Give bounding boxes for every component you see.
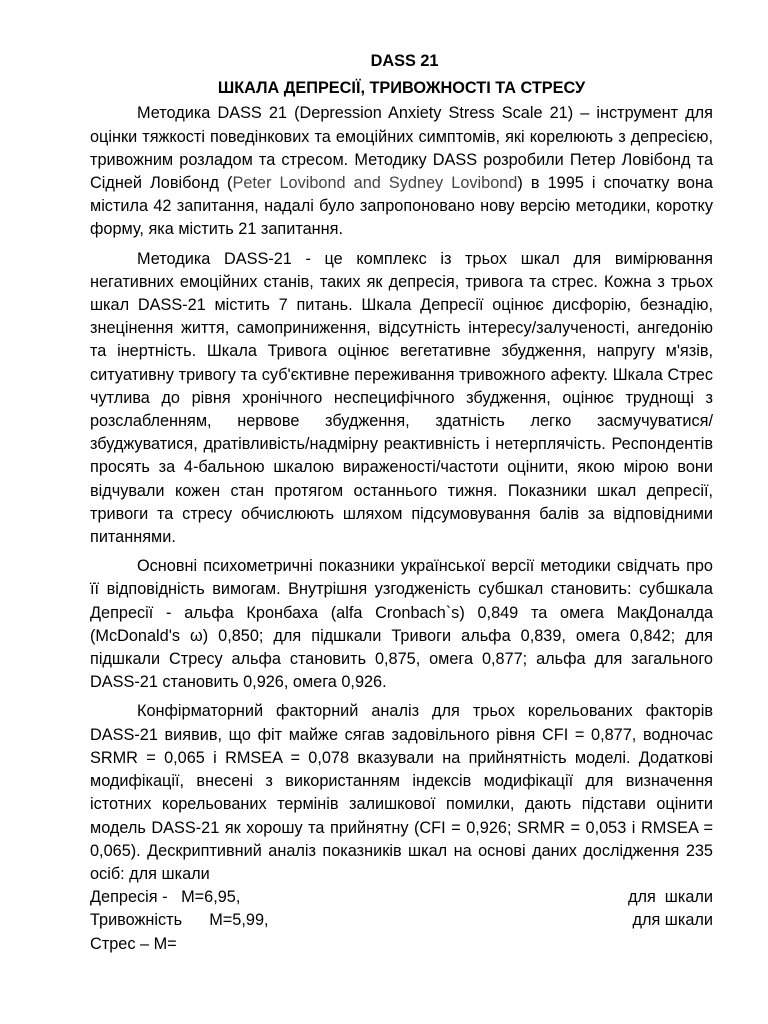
stats-anxiety-next: для шкали bbox=[632, 911, 713, 930]
paragraph-intro bbox=[90, 102, 713, 241]
paragraph-psychometrics: Основні психометричні показники української версії методики свідчать про її відповідність вимогам. Внутрішня узгодженість субшкал становить: субшкала Депресії - альфа Кронбаха (alfa Cronbach`s) 0,849 та омега МакДоналда (McDonald's ω) 0,850; для підшкали Тривоги альфа 0,839, омега 0,842; для підшкали Стресу альфа становить 0,875, омега 0,877; альфа для загального DASS-21 становить 0,926, омега 0,926. bbox=[90, 557, 713, 692]
stats-row-stress bbox=[90, 933, 713, 956]
document-title: DASS 21 bbox=[370, 52, 439, 70]
stats-depression-next: для шкали bbox=[627, 888, 713, 907]
paragraph-scales: Методика DASS-21 - це комплекс із трьох шкал для вимірювання негативних емоційних станів, таких як депресія, тривога та стрес. Кожна з трьох шкал DASS-21 містить 7 питань. Шкала Депресії оцінює дисфорію, безнадію, знецінення життя, самоприниження, відсутність інтересу/залученості, ангедонію та інертність. Шкала Тривога оцінює вегетативне збудження, напругу м'язів, ситуативну тривогу та суб'єктивне переживання тривожного афекту. Шкала Стрес чутлива до рівня хронічного неспецифічного збудження, оцінює труднощі з розслабленням, нервове збудження, здатність легко засмучуватися/збуджуватися, дратівливість/надмірну реактивність і нетерплячість. Респондентів просять за 4-бальною шкалою вираженості/частоти оцінити, якою мірою вони відчували кожен стан протягом останнього тижня. Показники шкал депресії, тривоги та стресу обчислюють шляхом підсумовування балів за відповідними питаннями. bbox=[90, 249, 713, 547]
paragraph-intro-text-a: Методика DASS 21 (Depression Anxiety Stress Scale 21) – інструмент для оцінки тяжкості поведінкових та емоційних симптомів, які корелюють з депресією, тривожним розладом та стресом. Методику DASS розробили Петер Ловібонд та Сідней Ловібонд ( bbox=[90, 104, 713, 193]
stats-row-depression bbox=[90, 886, 713, 909]
paragraph-factor-analysis: Конфірматорний факторний аналіз для трьох корельованих факторів DASS-21 виявив, що фіт майже сягав задовільного рівня CFI = 0,877, водночас SRMR = 0,065 і RMSEA = 0,078 вказували на прийнятність моделі. Додаткові модифікації, внесені з використанням індексів модифікації для визначення істотних корельованих термінів залишкової помилки, дають підстави оцінити модель DASS-21 як хорошу та прийнятну (CFI = 0,926; SRMR = 0,053 і RMSEA = 0,065). Дескриптивний аналіз показників шкал на основі даних дослідження 235 осіб: для шкали bbox=[90, 702, 713, 883]
stats-stress-value: Стрес – M= bbox=[90, 934, 177, 953]
document-subtitle: ШКАЛА ДЕПРЕСІЇ, ТРИВОЖНОСТІ ТА СТРЕСУ bbox=[217, 79, 586, 98]
authors-latin-names: Peter Lovibond and Sydney Lovibond bbox=[232, 174, 518, 193]
stats-depression-value: Депресія - M=6,95, bbox=[90, 888, 241, 907]
descriptive-stats bbox=[90, 886, 713, 956]
stats-anxiety-value: Тривожність M=5,99, bbox=[90, 911, 269, 930]
paragraph-intro-text-b: ) в 1995 і спочатку вона містила 42 запитання, надалі було запропоновано нову версію методики, коротку форму, яка містить 21 запитання. bbox=[90, 174, 713, 239]
stats-row-anxiety bbox=[90, 909, 713, 932]
